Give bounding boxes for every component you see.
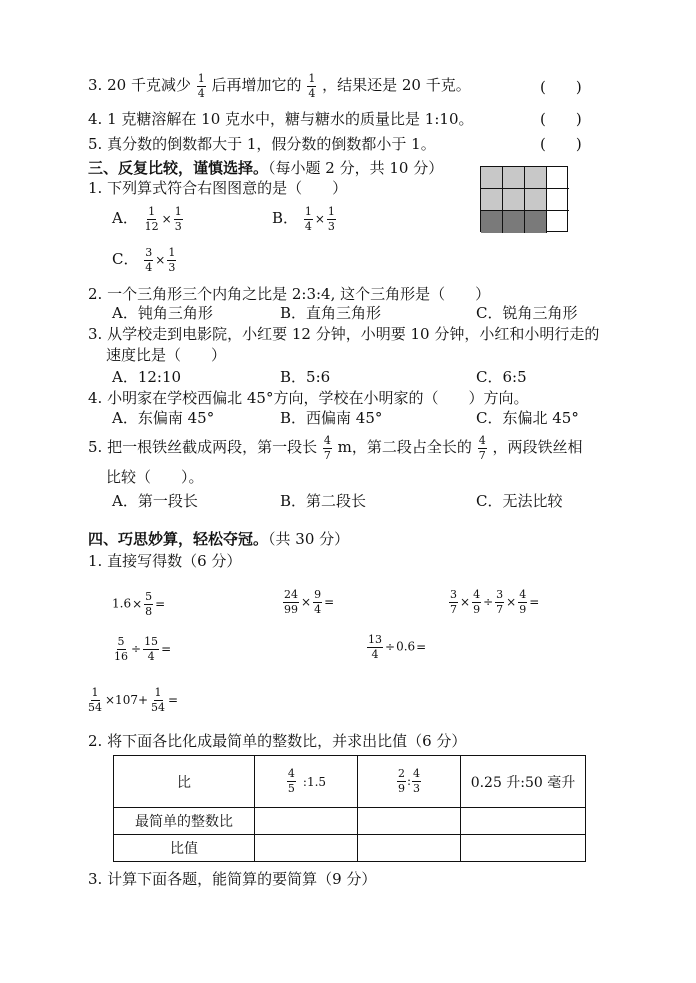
grid-cell [547, 189, 569, 211]
s3-q2-option-b: B．直角三角形 [280, 304, 382, 322]
grid-cell [481, 211, 503, 233]
table-cell[interactable] [461, 808, 586, 835]
s3-q2-option-a: A．钝角三角形 [112, 304, 213, 322]
table-cell[interactable] [255, 835, 358, 862]
ratio-table [113, 755, 586, 862]
grid-cell [503, 211, 525, 233]
s3-q2-option-c: C．锐角三角形 [476, 304, 578, 322]
s3-q5-line2: 比较（ ）。 [106, 468, 204, 486]
s3-q1-option-a: A． $\frac{1}{12}$ × $\frac{1}{3}$ [112, 205, 182, 233]
judge-q3: 3. 20 千克减少 $\frac{1}{4}$ 后再增加它的 $\frac{1}{4}$ ，结果还是 20 千克。 [88, 72, 471, 100]
s3-q5-option-c: C．无法比较 [476, 492, 563, 510]
s3-q3: 3. 从学校走到电影院，小红要 12 分钟，小明要 10 分钟，小红和小明行走的 [88, 325, 600, 343]
s3-q4: 4. 小明家在学校西偏北 45°方向，学校在小明家的（ ）方向。 [88, 389, 529, 407]
table-cell[interactable] [255, 808, 358, 835]
judge-q4: 4. 1 克糖溶解在 10 克水中，糖与糖水的质量比是 1:10。 [88, 110, 474, 128]
grid-cell [481, 167, 503, 189]
s3-q5: 5. 把一根铁丝截成两段，第一段长 $\frac{4}{7}$ m，第二段占全长的 $\frac{4}{7}$ ，两段铁丝相 [88, 434, 583, 462]
judge-q4-paren: ( ) [540, 110, 582, 128]
judge-q5: 5. 真分数的倒数都大于 1，假分数的倒数都小于 1。 [88, 135, 436, 153]
s4-q3: 3. 计算下面各题，能简算的要简算（9 分） [88, 870, 377, 888]
s3-q4-option-b: B．西偏南 45° [280, 409, 383, 427]
section3-heading: 三、反复比较，谨慎选择。（每小题 2 分，共 10 分） [88, 159, 444, 177]
table-cell[interactable] [358, 808, 461, 835]
s3-q5-option-a: A．第一段长 [112, 492, 198, 510]
fraction: $\frac{1}{4}$ [197, 72, 205, 100]
table-row-label: 最简单的整数比 [114, 808, 255, 835]
shaded-grid-figure [480, 166, 568, 232]
fraction: $\frac{1}{4}$ [308, 72, 316, 100]
expr-3: $\frac{3}{7}$ × $\frac{4}{9}$ ÷ $\frac{3}{7}$ × $\frac{4}{9}$ = [450, 588, 540, 616]
expr-2: $\frac{24}{99}$ × $\frac{9}{4}$ = [284, 588, 335, 616]
s4-q1: 1. 直接写得数（6 分） [88, 552, 242, 570]
grid-cell [503, 167, 525, 189]
expr-5: $\frac{13}{4}$ ÷0.6= [368, 633, 427, 661]
s3-q1: 1. 下列算式符合右图图意的是（ ） [88, 179, 348, 197]
section4-heading: 四、巧思妙算，轻松夺冠。（共 30 分） [88, 530, 350, 548]
s3-q3-option-c: C．6:5 [476, 368, 527, 386]
s3-q4-option-a: A．东偏南 45° [112, 409, 215, 427]
judge-q5-paren: ( ) [540, 135, 582, 153]
table-header-col3: 0.25 升:50 毫升 [461, 756, 586, 808]
s3-q4-option-c: C．东偏北 45° [476, 409, 579, 427]
table-header-col1: $\frac{4}{5}$ :1.5 [255, 756, 358, 808]
judge-q3-paren: ( ) [540, 78, 582, 96]
s4-q2: 2. 将下面各比化成最简单的整数比，并求出比值（6 分） [88, 732, 467, 750]
s3-q5-option-b: B．第二段长 [280, 492, 367, 510]
expr-4: $\frac{5}{16}$ ÷ $\frac{15}{4}$ = [114, 635, 172, 663]
grid-cell [503, 189, 525, 211]
grid-cell [547, 167, 569, 189]
s3-q2: 2. 一个三角形三个内角之比是 2:3:4, 这个三角形是（ ） [88, 285, 491, 303]
grid-cell [547, 211, 569, 233]
table-header-ratio: 比 [114, 756, 255, 808]
table-row-label: 比值 [114, 835, 255, 862]
grid-cell [525, 167, 547, 189]
s3-q3-option-b: B．5:6 [280, 368, 331, 386]
expr-1: 1.6× $\frac{5}{8}$ = [112, 590, 166, 618]
s3-q1-option-c: C． $\frac{3}{4}$ × $\frac{1}{3}$ [112, 246, 176, 274]
s3-q1-option-b: B． $\frac{1}{4}$ × $\frac{1}{3}$ [272, 205, 335, 233]
expr-6: $\frac{1}{54}$ ×107+ $\frac{1}{54}$ = [88, 686, 179, 714]
table-header-col2: $\frac{2}{9}$ : $\frac{4}{3}$ [358, 756, 461, 808]
grid-cell [481, 189, 503, 211]
table-cell[interactable] [461, 835, 586, 862]
grid-cell [525, 189, 547, 211]
table-cell[interactable] [358, 835, 461, 862]
grid-cell [525, 211, 547, 233]
s3-q3-line2: 速度比是（ ） [106, 346, 227, 364]
s3-q3-option-a: A．12:10 [112, 368, 182, 386]
